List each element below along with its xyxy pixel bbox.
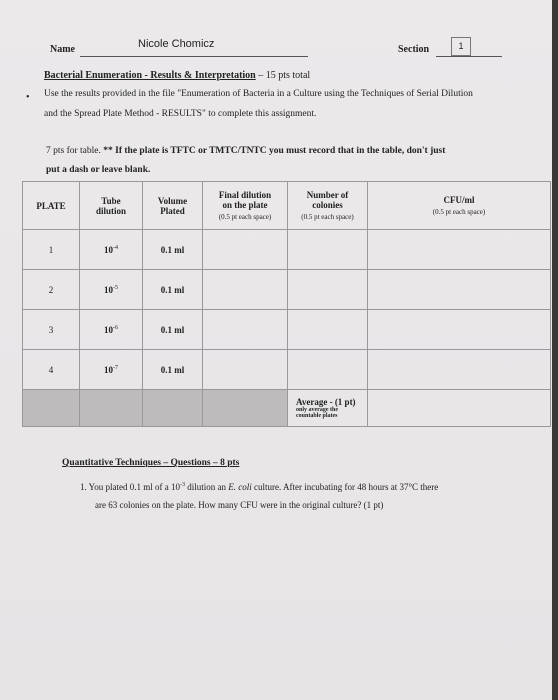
assignment-points: – 15 pts total xyxy=(255,70,311,81)
cfu-cell[interactable] xyxy=(368,310,551,350)
results-table xyxy=(22,181,551,427)
plate-number: 2 xyxy=(23,270,80,310)
plate-number: 1 xyxy=(23,230,80,270)
colonies-cell[interactable] xyxy=(288,230,368,270)
volume-plated: 0.1 ml xyxy=(143,310,203,350)
tube-dilution: $10^{-6}$ xyxy=(80,310,143,350)
header-plate: PLATE xyxy=(23,182,80,230)
volume-plated: 0.1 ml xyxy=(143,270,203,310)
final-dilution-cell[interactable] xyxy=(203,270,288,310)
assignment-heading xyxy=(44,70,310,81)
question-1-line-1: 1. You plated 0.1 ml of a $10^{-3}$ dilution an E. coli culture. After incubating for 48 hours at 37°C there xyxy=(80,482,439,492)
assignment-title: Bacterial Enumeration - Results & Interpretation xyxy=(44,70,256,81)
table-note-line-2: put a dash or leave blank. xyxy=(46,165,151,175)
name-label: Name xyxy=(50,44,75,55)
student-name: Nicole Chomicz xyxy=(138,38,215,50)
average-row xyxy=(23,390,551,427)
volume-plated: 0.1 ml xyxy=(143,230,203,270)
colonies-cell[interactable] xyxy=(288,350,368,390)
header-tube-dilution: Tube dilution xyxy=(80,182,143,230)
table-row xyxy=(23,350,551,390)
plate-number: 3 xyxy=(23,310,80,350)
table-note-instruction: ** If the plate is TFTC or TMTC/TNTC you must record that in the table, don't just xyxy=(103,146,446,156)
table-row xyxy=(23,270,551,310)
page-number-box: 1 xyxy=(451,37,471,56)
tube-dilution: $10^{-4}$ xyxy=(80,230,143,270)
question-1-line-2: are 63 colonies on the plate. How many CFU were in the original culture? (1 pt) xyxy=(95,500,384,510)
header-final-dilution: Final dilution on the plate (0.5 pt each space) xyxy=(203,182,288,230)
bullet-marker: • xyxy=(26,92,30,103)
name-underline xyxy=(80,56,308,57)
tube-dilution: $10^{-5}$ xyxy=(80,270,143,310)
table-row xyxy=(23,230,551,270)
header-cfu-ml: CFU/ml (0.5 pt each space) xyxy=(368,182,551,230)
average-cfu-cell[interactable] xyxy=(368,390,551,427)
table-row xyxy=(23,310,551,350)
table-note-points: 7 pts for table. xyxy=(46,146,104,156)
shaded-cell xyxy=(203,390,288,427)
tube-dilution: $10^{-7}$ xyxy=(80,350,143,390)
table-header-row xyxy=(23,182,551,230)
shaded-cell xyxy=(80,390,143,427)
section-underline xyxy=(436,56,502,57)
intro-line-1: Use the results provided in the file "Enumeration of Bacteria in a Culture using the Techniques of Serial Dilution xyxy=(44,89,473,99)
header-volume-plated: Volume Plated xyxy=(143,182,203,230)
shaded-cell xyxy=(143,390,203,427)
plate-number: 4 xyxy=(23,350,80,390)
table-note-line-1 xyxy=(46,146,445,156)
volume-plated: 0.1 ml xyxy=(143,350,203,390)
shaded-cell xyxy=(23,390,80,427)
section-label: Section xyxy=(398,44,430,55)
final-dilution-cell[interactable] xyxy=(203,230,288,270)
questions-heading: Quantitative Techniques – Questions – 8 pts xyxy=(62,458,240,468)
cfu-cell[interactable] xyxy=(368,350,551,390)
final-dilution-cell[interactable] xyxy=(203,310,288,350)
colonies-cell[interactable] xyxy=(288,310,368,350)
intro-line-2: and the Spread Plate Method - RESULTS" to complete this assignment. xyxy=(44,109,317,119)
cfu-cell[interactable] xyxy=(368,230,551,270)
colonies-cell[interactable] xyxy=(288,270,368,310)
cfu-cell[interactable] xyxy=(368,270,551,310)
average-label: Average - (1 pt) only average the countable plates xyxy=(288,390,368,427)
final-dilution-cell[interactable] xyxy=(203,350,288,390)
header-number-of-colonies: Number of colonies (0.5 pt each space) xyxy=(288,182,368,230)
